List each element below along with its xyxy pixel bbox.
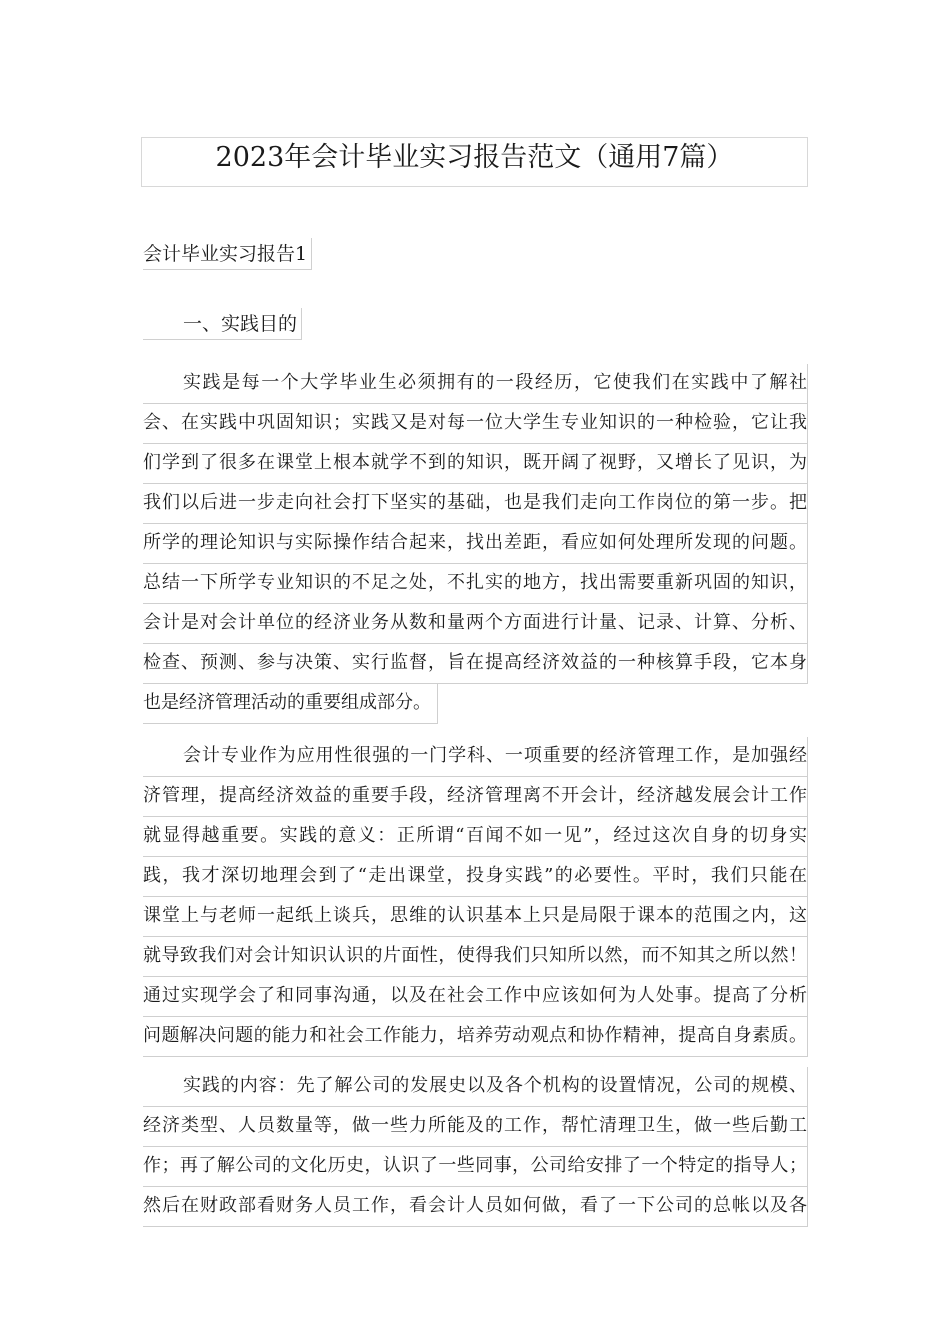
- paragraph-line: 课堂上与老师一起纸上谈兵，思维的认识基本上只是局限于课本的范围之内，这: [143, 897, 808, 937]
- paragraph-line: 会计专业作为应用性很强的一门学科、一项重要的经济管理工作，是加强经: [143, 737, 808, 777]
- paragraph-line: 就显得越重要。实践的意义：正所谓“百闻不如一见”，经过这次自身的切身实: [143, 817, 808, 857]
- paragraph-line: 实践的内容：先了解公司的发展史以及各个机构的设置情况，公司的规模、: [143, 1067, 808, 1107]
- document-title: 2023年会计毕业实习报告范文（通用7篇）: [215, 142, 734, 173]
- paragraph: [143, 737, 808, 1057]
- subheading: 一、实践目的: [143, 308, 302, 340]
- paragraph-line: 问题解决问题的能力和社会工作能力，培养劳动观点和协作精神，提高自身素质。: [143, 1017, 808, 1057]
- paragraph: [143, 1067, 808, 1227]
- paragraph-line: 作；再了解公司的文化历史，认识了一些同事，公司给安排了一个特定的指导人；: [143, 1147, 808, 1187]
- paragraph-line: 践，我才深切地理会到了“走出课堂，投身实践”的必要性。平时，我们只能在: [143, 857, 808, 897]
- section-title: 会计毕业实习报告1: [143, 238, 312, 270]
- paragraph-line: 我们以后进一步走向社会打下坚实的基础，也是我们走向工作岗位的第一步。把: [143, 484, 808, 524]
- paragraph-line: 就导致我们对会计知识认识的片面性，使得我们只知所以然，而不知其之所以然！: [143, 937, 808, 977]
- paragraph-line: 然后在财政部看财务人员工作，看会计人员如何做，看了一下公司的总帐以及各: [143, 1187, 808, 1227]
- paragraph-line: 济管理，提高经济效益的重要手段，经济管理离不开会计，经济越发展会计工作: [143, 777, 808, 817]
- paragraph-line: 所学的理论知识与实际操作结合起来，找出差距，看应如何处理所发现的问题。: [143, 524, 808, 564]
- paragraph-line: 检查、预测、参与决策、实行监督，旨在提高经济效益的一种核算手段，它本身: [143, 644, 808, 684]
- paragraph-line: 总结一下所学专业知识的不足之处，不扎实的地方，找出需要重新巩固的知识，: [143, 564, 808, 604]
- paragraph: [143, 364, 808, 728]
- paragraph-line: 实践是每一个大学毕业生必须拥有的一段经历，它使我们在实践中了解社: [143, 364, 808, 404]
- paragraph-line: 也是经济管理活动的重要组成部分。: [143, 684, 438, 724]
- paragraph-line: 们学到了很多在课堂上根本就学不到的知识，既开阔了视野，又增长了见识，为: [143, 444, 808, 484]
- paragraph-line: 通过实现学会了和同事沟通，以及在社会工作中应该如何为人处事。提高了分析: [143, 977, 808, 1017]
- paragraph-line: 经济类型、人员数量等，做一些力所能及的工作，帮忙清理卫生，做一些后勤工: [143, 1107, 808, 1147]
- paragraph-line: 会计是对会计单位的经济业务从数和量两个方面进行计量、记录、计算、分析、: [143, 604, 808, 644]
- paragraph-line: 会、在实践中巩固知识；实践又是对每一位大学生专业知识的一种检验，它让我: [143, 404, 808, 444]
